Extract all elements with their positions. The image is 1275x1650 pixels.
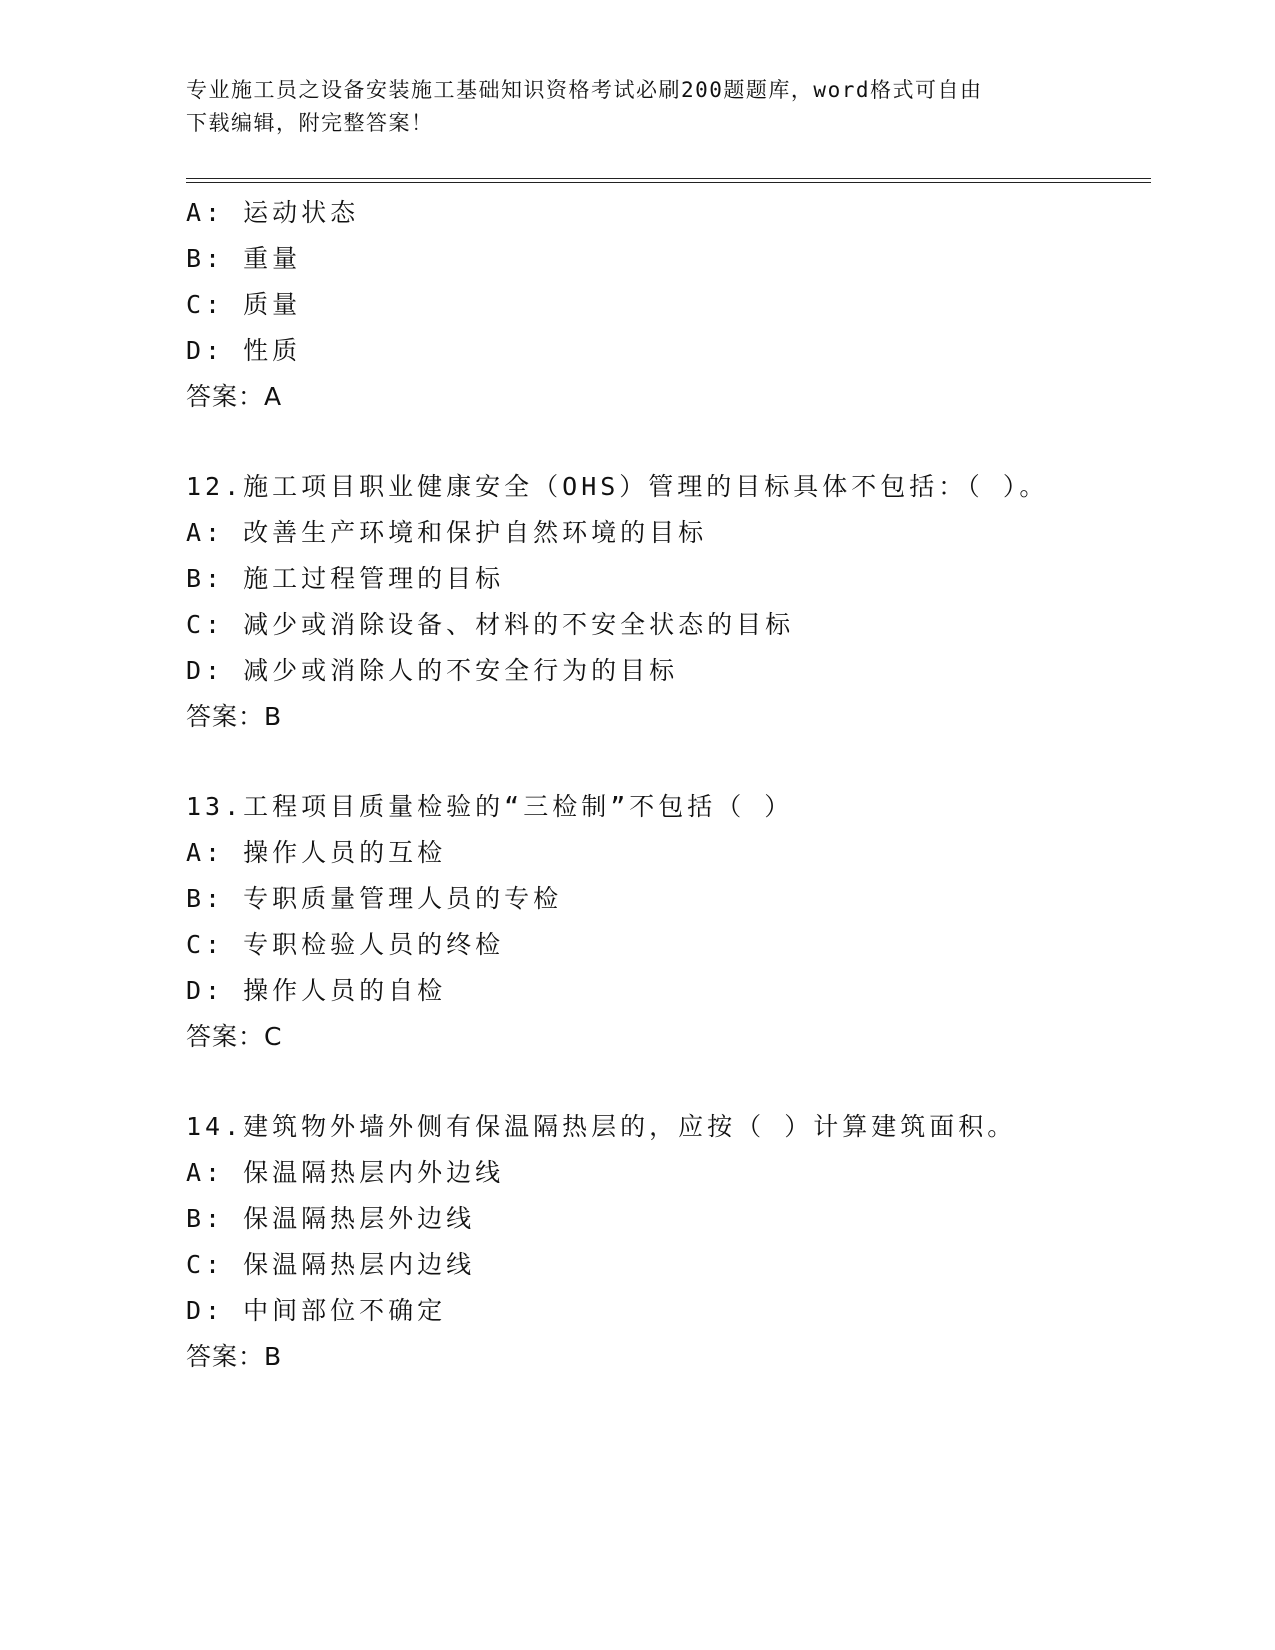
option-b: B: 专职质量管理人员的专检 <box>186 884 563 913</box>
option-d: D: 操作人员的自检 <box>186 976 447 1005</box>
answer-line: 答案：B <box>186 702 283 731</box>
option-d: D: 减少或消除人的不安全行为的目标 <box>186 656 679 685</box>
question-14-block <box>186 1104 1146 1380</box>
document-header <box>186 74 1066 140</box>
option-d: D: 性质 <box>186 336 302 365</box>
option-b: B: 保温隔热层外边线 <box>186 1204 476 1233</box>
option-b: B: 施工过程管理的目标 <box>186 564 505 593</box>
option-c: C: 专职检验人员的终检 <box>186 930 505 959</box>
question-12-block <box>186 464 1146 740</box>
header-line-1: 专业施工员之设备安装施工基础知识资格考试必刷200题题库，word格式可自由 <box>186 78 983 102</box>
question-text: 12.施工项目职业健康安全（OHS）管理的目标具体不包括：（ ）。 <box>186 472 1049 501</box>
option-c: C: 质量 <box>186 290 302 319</box>
header-line-2: 下载编辑，附完整答案！ <box>186 111 434 135</box>
header-divider <box>186 178 1151 183</box>
question-text: 13.工程项目质量检验的“三检制”不包括（ ） <box>186 792 794 821</box>
answer-line: 答案：A <box>186 382 283 411</box>
question-list <box>186 190 1146 1380</box>
option-c: C: 减少或消除设备、材料的不安全状态的目标 <box>186 610 795 639</box>
option-a: A: 运动状态 <box>186 198 360 227</box>
answer-line: 答案：C <box>186 1022 283 1051</box>
question-13-block <box>186 784 1146 1060</box>
option-c: C: 保温隔热层内边线 <box>186 1250 476 1279</box>
option-d: D: 中间部位不确定 <box>186 1296 447 1325</box>
question-text: 14.建筑物外墙外侧有保温隔热层的，应按（ ）计算建筑面积。 <box>186 1112 1017 1141</box>
option-a: A: 操作人员的互检 <box>186 838 447 867</box>
question-11-block <box>186 190 1146 420</box>
answer-line: 答案：B <box>186 1342 283 1371</box>
option-a: A: 保温隔热层内外边线 <box>186 1158 505 1187</box>
option-b: B: 重量 <box>186 244 302 273</box>
option-a: A: 改善生产环境和保护自然环境的目标 <box>186 518 708 547</box>
